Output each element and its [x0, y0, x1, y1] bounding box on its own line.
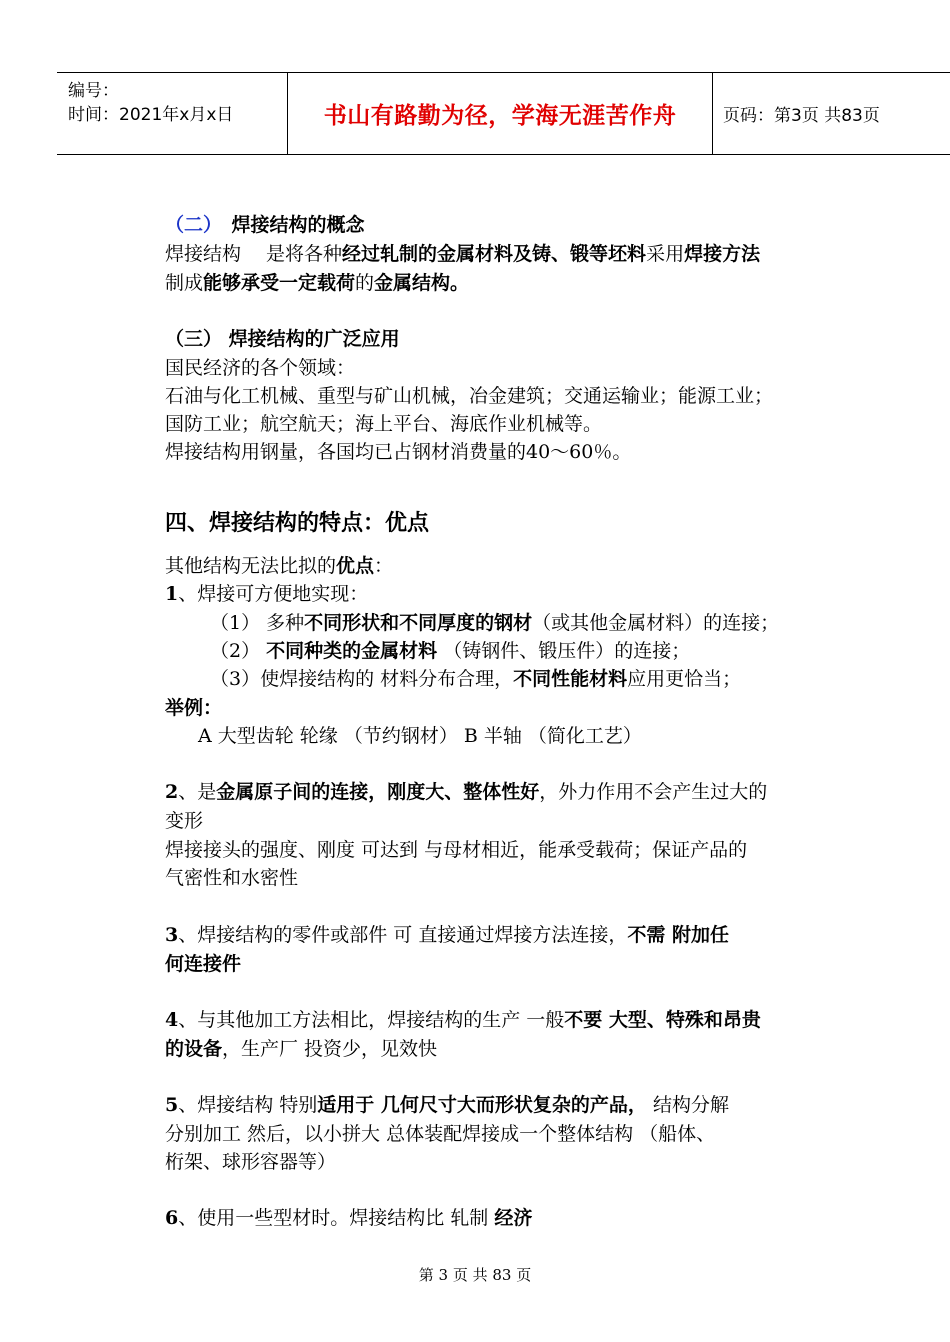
example-label: 举例：	[165, 697, 223, 719]
header-page-info	[713, 73, 950, 154]
point-4-line-1: 4、与其他加工方法相比，焊接结构的生产 一般不要 大型、特殊和昂贵	[165, 1009, 761, 1031]
point-2-line-3: 焊接接头的强度、刚度 可达到 与母材相近，能承受载荷；保证产品的	[165, 839, 748, 861]
point-5-line-3: 桁架、球形容器等）	[165, 1151, 337, 1173]
page-footer: 第 3 页 共 83 页	[418, 1266, 532, 1284]
point-3-line-1: 3、焊接结构的零件或部件 可 直接通过焊接方法连接，不需 附加任	[165, 924, 729, 946]
header-meta	[57, 73, 287, 154]
point-5-line-2: 分别加工 然后，以小拼大 总体装配焊接成一个整体结构 （船体、	[165, 1123, 716, 1145]
section-3-line-3: 国防工业；航空航天；海上平台、海底作业机械等。	[165, 413, 603, 435]
point-2-line-1: 2、是金属原子间的连接，刚度大、整体性好，外力作用不会产生过大的	[165, 781, 768, 803]
point-1-item-2: （2） 不同种类的金属材料 （铸钢件、锻压件）的连接；	[210, 640, 691, 662]
section-2-title: （二） 焊接结构的概念	[165, 214, 365, 236]
section-3-line-4: 焊接结构用钢量，各国均已占钢材消费量的40～60％。	[165, 441, 632, 463]
point-5-line-1: 5、焊接结构 特别适用于 几何尺寸大而形状复杂的产品， 结构分解	[165, 1094, 729, 1116]
section-4-title: 四、焊接结构的特点：优点	[165, 510, 430, 536]
point-1-item-1: （1） 多种不同形状和不同厚度的钢材（或其他金属材料）的连接；	[210, 612, 780, 634]
point-4-line-2: 的设备，生产厂 投资少，见效快	[165, 1038, 438, 1060]
time-label: 时间：2021年x月x日	[68, 105, 234, 125]
section-3-title: （三） 焊接结构的广泛应用	[165, 328, 400, 350]
section-3-line-1: 国民经济的各个领域：	[165, 357, 356, 379]
page-info-text: 页码：第3页 共83页	[723, 106, 880, 126]
point-1-heading: 1、焊接可方便地实现：	[165, 583, 369, 605]
point-1-item-3: （3）使焊接结构的 材料分布合理，不同性能材料应用更恰当；	[210, 668, 742, 690]
point-2-line-4: 气密性和水密性	[165, 867, 299, 889]
page-header	[57, 72, 950, 155]
motto-text: 书山有路勤为径，学海无涯苦作舟	[323, 103, 677, 129]
section-3-line-2: 石油与化工机械、重型与矿山机械，冶金建筑；交通运输业；能源工业；	[165, 385, 774, 407]
section-4-intro: 其他结构无法比拟的优点：	[165, 555, 394, 577]
point-6-line-1: 6、使用一些型材时。焊接结构比 轧制 经济	[165, 1207, 533, 1229]
point-2-line-2: 变形	[165, 810, 204, 832]
section-2-line-1: 焊接结构 是将各种经过轧制的金属材料及铸、锻等坯料采用焊接方法	[165, 243, 761, 265]
example-line: A 大型齿轮 轮缘 （节约钢材） B 半轴 （简化工艺）	[198, 725, 642, 747]
header-motto-cell	[287, 73, 713, 154]
point-3-line-2: 何连接件	[165, 953, 242, 975]
section-2-line-2: 制成能够承受一定载荷的金属结构。	[165, 272, 470, 294]
number-label: 编号：	[68, 81, 119, 101]
